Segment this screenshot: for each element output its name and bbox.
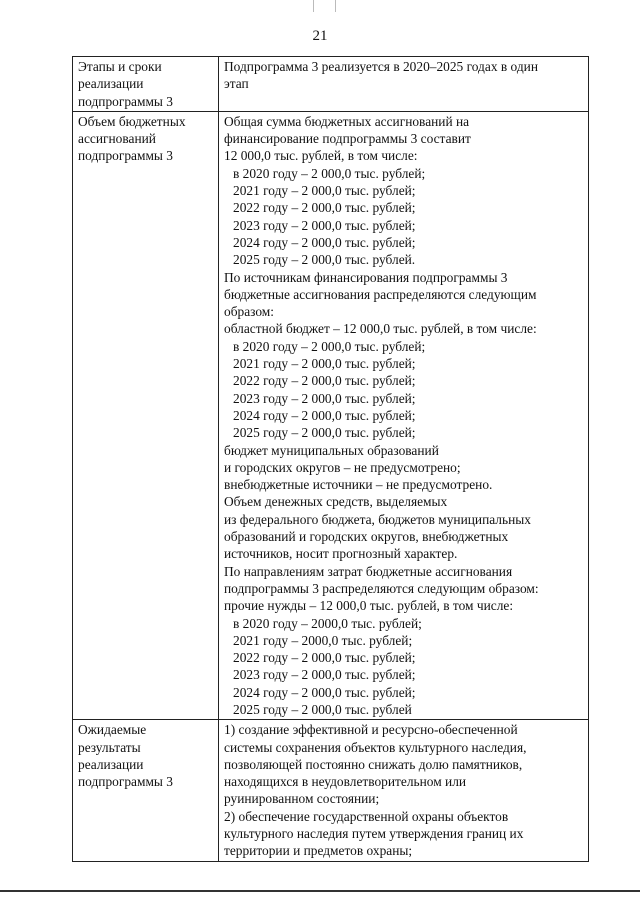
content-line: бюджет муниципальных образований <box>224 442 439 458</box>
content-line: 2024 году – 2 000,0 тыс. рублей; <box>233 407 416 423</box>
content-line: 2021 году – 2 000,0 тыс. рублей; <box>233 183 416 199</box>
content-line: из федерального бюджета, бюджетов муниципальных <box>224 511 531 527</box>
content-line: 2022 году – 2 000,0 тыс. рублей; <box>233 650 416 666</box>
content-line: и городских округов – не предусмотрено; <box>224 459 461 475</box>
content-line: Подпрограмма 3 реализуется в 2020–2025 годах в один <box>224 59 538 74</box>
row-content-cell <box>219 720 589 861</box>
content-line: прочие нужды – 12 000,0 тыс. рублей, в том числе: <box>224 598 514 614</box>
row-content-cell <box>219 111 589 719</box>
label-line: Этапы и сроки <box>78 59 162 74</box>
content-line: в 2020 году – 2 000,0 тыс. рублей; <box>233 165 426 181</box>
label-line: Ожидаемые <box>78 722 147 738</box>
content-line: По направлениям затрат бюджетные ассигнования <box>224 563 513 579</box>
content-line: 2023 году – 2 000,0 тыс. рублей; <box>233 217 416 233</box>
scan-marks <box>305 0 345 14</box>
content-line: 2023 году – 2 000,0 тыс. рублей; <box>233 667 416 683</box>
content-line: 2022 году – 2 000,0 тыс. рублей; <box>233 200 416 216</box>
content-line: в 2020 году – 2000,0 тыс. рублей; <box>233 615 422 631</box>
content-line: 2022 году – 2 000,0 тыс. рублей; <box>233 373 416 389</box>
label-line: результаты <box>78 739 141 755</box>
content-line: 1) создание эффективной и ресурсно-обеспеченной <box>224 722 518 738</box>
content-line: 2024 году – 2 000,0 тыс. рублей; <box>233 234 416 250</box>
content-line: 12 000,0 тыс. рублей, в том числе: <box>224 148 418 164</box>
content-line: позволяющей постоянно снижать долю памятников, <box>224 756 523 772</box>
subprogram-passport-table <box>72 56 589 862</box>
content-line: системы сохранения объектов культурного наследия, <box>224 739 527 755</box>
footer-rule <box>0 890 640 892</box>
page-number: 21 <box>312 28 328 44</box>
content-line: территории и предметов охраны; <box>224 843 413 859</box>
content-line: находящихся в неудовлетворительном или <box>224 774 467 790</box>
content-line: 2023 году – 2 000,0 тыс. рублей; <box>233 390 416 406</box>
row-label-cell <box>73 111 219 719</box>
table-row <box>73 57 589 112</box>
row-label-cell <box>73 57 219 112</box>
content-line: внебюджетные источники – не предусмотрено. <box>224 477 493 493</box>
content-line: По источникам финансирования подпрограммы 3 <box>224 269 508 285</box>
content-line: культурного наследия путем утверждения границ их <box>224 826 524 842</box>
content-line: этап <box>224 76 249 92</box>
table-row <box>73 720 589 861</box>
content-line: 2025 году – 2 000,0 тыс. рублей; <box>233 425 416 441</box>
label-line: подпрограммы 3 <box>78 774 173 790</box>
table-row <box>73 111 589 719</box>
content-line: 2025 году – 2 000,0 тыс. рублей. <box>233 252 416 268</box>
content-line: Объем денежных средств, выделяемых <box>224 494 448 510</box>
label-line: ассигнований <box>78 131 156 147</box>
content-line: источников, носит прогнозный характер. <box>224 546 458 562</box>
content-line: в 2020 году – 2 000,0 тыс. рублей; <box>233 338 426 354</box>
row-content-cell <box>219 57 589 112</box>
content-line: 2021 году – 2000,0 тыс. рублей; <box>233 632 413 648</box>
content-line: подпрограммы 3 распределяются следующим образом: <box>224 580 539 596</box>
label-line: Объем бюджетных <box>78 113 186 129</box>
label-line: реализации <box>78 756 144 772</box>
content-line: финансирование подпрограммы 3 составит <box>224 131 471 147</box>
content-line: 2025 году – 2 000,0 тыс. рублей <box>233 701 412 717</box>
content-line: образований и городских округов, внебюджетных <box>224 529 509 545</box>
row-label-cell <box>73 720 219 861</box>
content-line: образом: <box>224 304 274 320</box>
label-line: подпрограммы 3 <box>78 93 173 109</box>
content-line: областной бюджет – 12 000,0 тыс. рублей, в том числе: <box>224 321 537 337</box>
content-line: 2021 году – 2 000,0 тыс. рублей; <box>233 356 416 372</box>
content-line: 2) обеспечение государственной охраны объектов <box>224 808 509 824</box>
content-line: бюджетные ассигнования распределяются следующим <box>224 286 537 302</box>
label-line: подпрограммы 3 <box>78 148 173 164</box>
content-line: руинированном состоянии; <box>224 791 380 807</box>
content-line: Общая сумма бюджетных ассигнований на <box>224 113 470 129</box>
label-line: реализации <box>78 76 144 92</box>
content-line: 2024 году – 2 000,0 тыс. рублей; <box>233 684 416 700</box>
